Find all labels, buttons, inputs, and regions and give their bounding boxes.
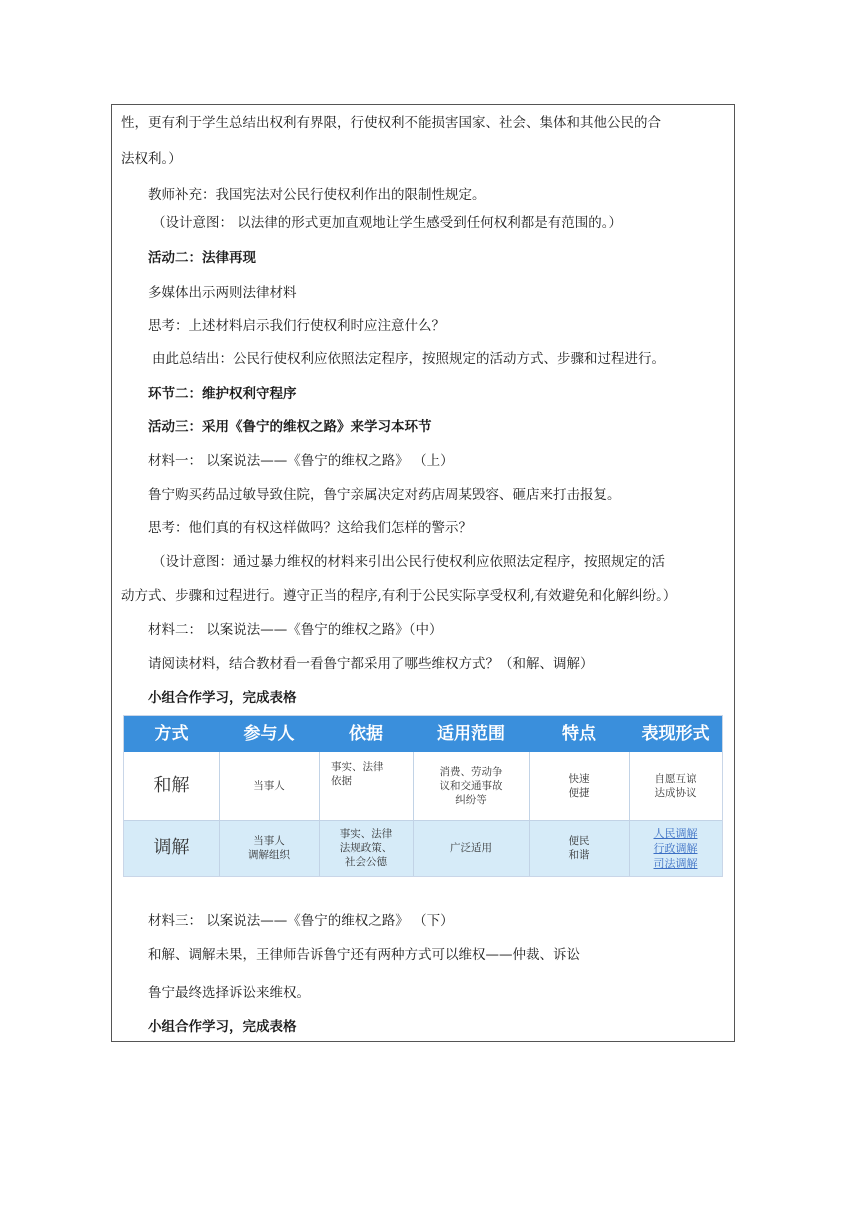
material-title: 材料二： 以案说法——《鲁宁的维权之路》（中） — [148, 622, 443, 638]
table-header-cell: 特点 — [562, 724, 596, 744]
text-line: 由此总结出：公民行使权利应依照法定程序，按照规定的活动方式、步骤和过程进行。 — [152, 351, 665, 367]
form-text: 人民调解 — [653, 826, 698, 840]
activity-heading: 活动二：法律再现 — [148, 250, 256, 266]
design-intent-line: 动方式、步骤和过程进行。遵守正当的程序,有利于公民实际享受权利,有效避免和化解纠纷。） — [121, 588, 677, 604]
feature-cell — [529, 820, 629, 876]
form-text: 行政调解 — [653, 841, 698, 855]
form-cell — [629, 820, 722, 876]
scope-text: 纠纷等 — [455, 794, 487, 806]
table-header-cell: 方式 — [154, 724, 189, 744]
table-header-row — [124, 716, 722, 752]
text-line: 请阅读材料，结合教材看一看鲁宁都采用了哪些维权方式？（和解、调解） — [148, 656, 594, 672]
basis-text: 法规政策、 — [339, 842, 393, 854]
text-line: 鲁宁最终选择诉讼来维权。 — [148, 985, 310, 1001]
basis-cell — [319, 820, 413, 876]
design-intent-line: （设计意图： 以法律的形式更加直观地让学生感受到任何权利都是有范围的。） — [152, 215, 623, 231]
design-intent-line: （设计意图：通过暴力维权的材料来引出公民行使权利应依照法定程序，按照规定的活 — [152, 554, 665, 570]
table-header-cell: 依据 — [349, 724, 383, 744]
basis-text: 事实、法律 — [339, 828, 393, 840]
scope-cell — [413, 752, 529, 820]
form-text: 司法调解 — [653, 856, 698, 870]
feature-text: 和谐 — [568, 849, 590, 861]
text-line: 多媒体出示两则法律材料 — [148, 285, 297, 301]
table-header-cell: 表现形式 — [641, 724, 710, 744]
participants-text: 当事人 — [253, 835, 285, 847]
form-text: 达成协议 — [654, 787, 697, 799]
rights-protection-table — [123, 715, 723, 877]
table-header-cell: 适用范围 — [437, 724, 505, 744]
text-line: 思考：上述材料启示我们行使权利时应注意什么？ — [148, 318, 445, 334]
basis-text: 社会公德 — [345, 856, 387, 868]
form-text: 自愿互谅 — [654, 773, 697, 785]
section-heading: 环节二：维护权利守程序 — [148, 386, 297, 402]
material-title: 材料一： 以案说法——《鲁宁的维权之路》 （上） — [148, 453, 454, 469]
participants-cell — [219, 820, 319, 876]
text-line: 性，更有利于学生总结出权利有界限，行使权利不能损害国家、社会、集体和其他公民的合 — [121, 115, 661, 131]
basis-text: 依据 — [331, 775, 352, 787]
scope-text: 议和交通事故 — [439, 780, 503, 792]
text-line: 法权利。） — [121, 151, 182, 167]
basis-cell — [319, 752, 413, 820]
material-title: 材料三： 以案说法——《鲁宁的维权之路》 （下） — [148, 913, 454, 929]
participants-cell: 当事人 — [253, 780, 285, 792]
participants-text: 调解组织 — [248, 849, 290, 861]
activity-heading: 活动三：采用《鲁宁的维权之路》来学习本环节 — [148, 419, 432, 435]
task-heading: 小组合作学习，完成表格 — [148, 690, 297, 706]
text-line: 教师补充：我国宪法对公民行使权利作出的限制性规定。 — [148, 187, 486, 203]
feature-text: 快速 — [568, 773, 590, 785]
task-heading: 小组合作学习，完成表格 — [148, 1019, 297, 1035]
content-frame — [111, 104, 735, 1042]
form-cell — [629, 752, 722, 820]
feature-text: 便捷 — [568, 787, 590, 799]
table-header-cell: 参与人 — [243, 724, 295, 744]
scope-text: 消费、劳动争 — [439, 766, 503, 778]
feature-text: 便民 — [568, 835, 590, 847]
text-line: 和解、调解未果，王律师告诉鲁宁还有两种方式可以维权——仲裁、诉讼 — [148, 947, 580, 963]
text-line: 鲁宁购买药品过敏导致住院，鲁宁亲属决定对药店周某毁容、砸店来打击报复。 — [148, 487, 621, 503]
feature-cell — [529, 752, 629, 820]
basis-text: 事实、法律 — [331, 761, 384, 773]
text-line: 思考：他们真的有权这样做吗？这给我们怎样的警示？ — [148, 520, 472, 536]
method-cell: 和解 — [153, 775, 190, 796]
scope-cell: 广泛适用 — [450, 842, 492, 854]
method-cell: 调解 — [153, 837, 190, 858]
